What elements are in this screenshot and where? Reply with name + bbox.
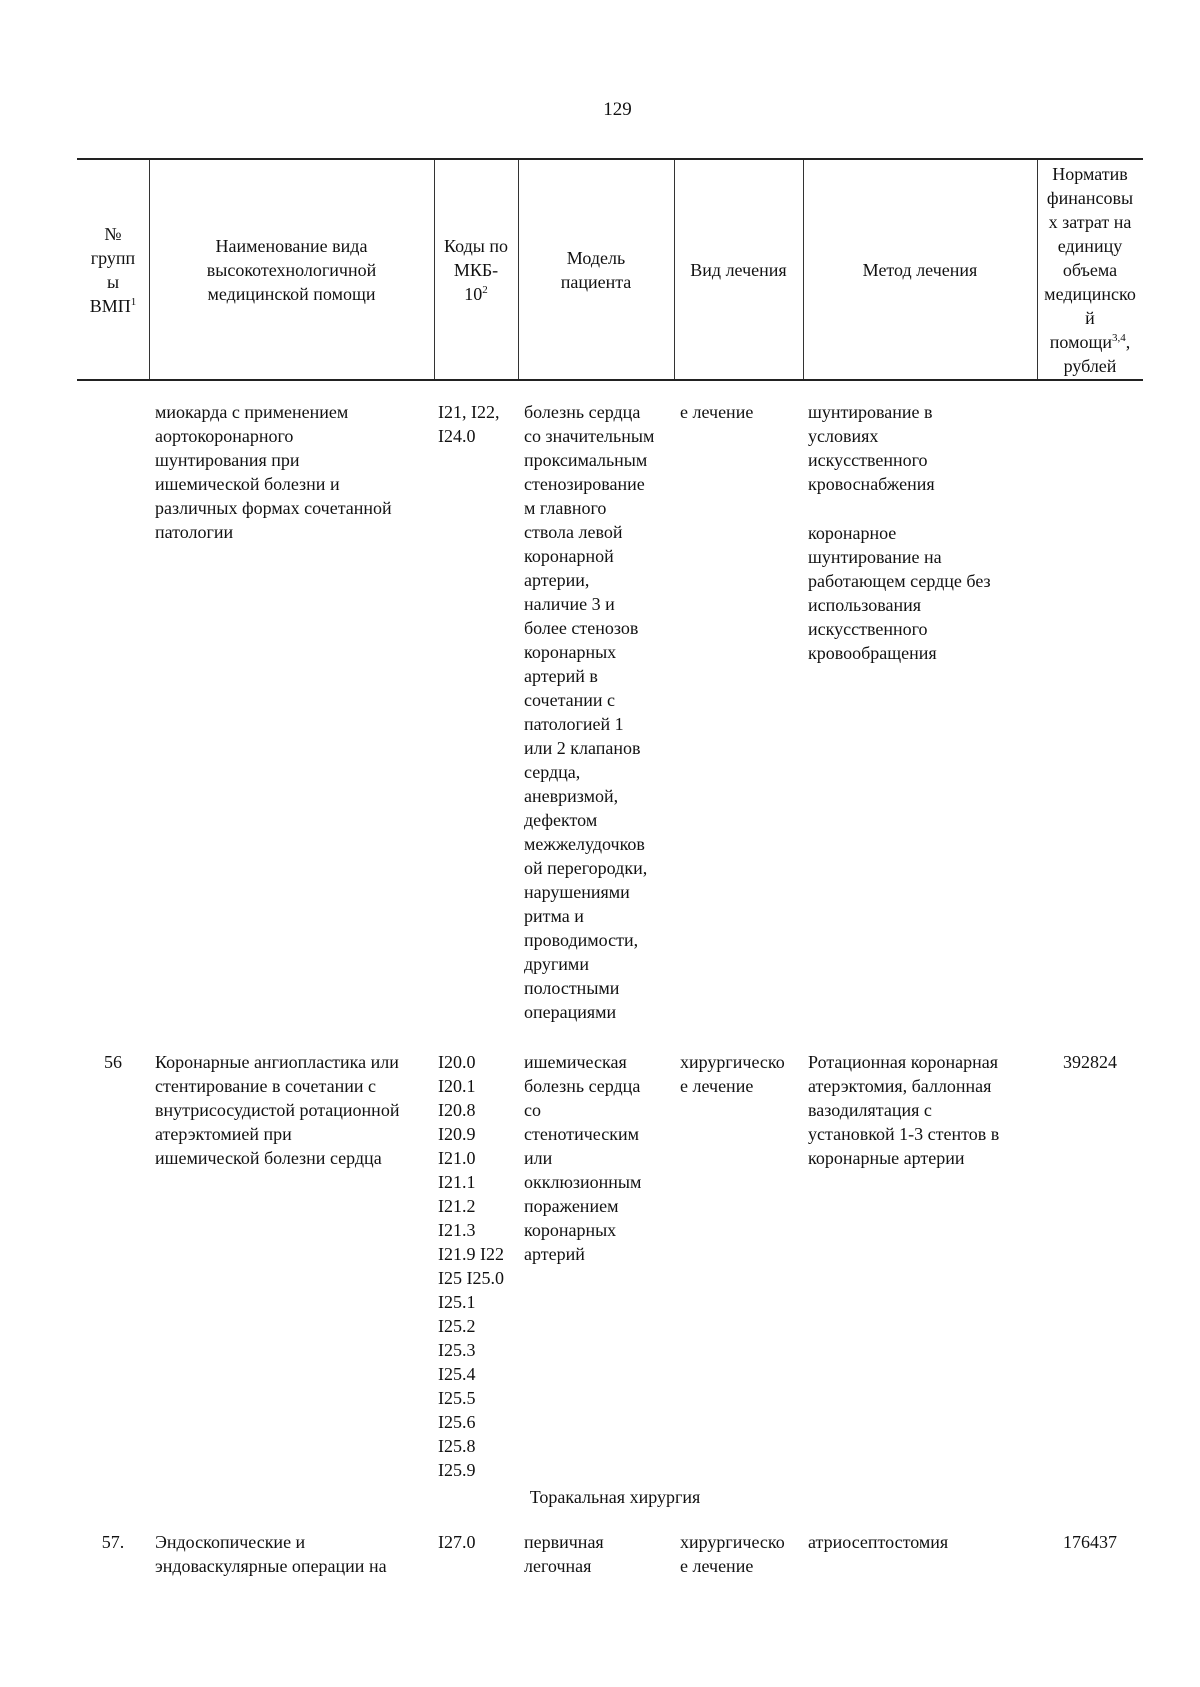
treatment-method: атриосептостомия (808, 1532, 949, 1552)
cost-standard: 176437 (1063, 1532, 1117, 1552)
header-icd-codes: Коды по МКБ- $10^2$ (444, 235, 508, 304)
page-number: 129 (603, 99, 632, 120)
header-group-number: № групп ы ВМП$^1$ (89, 223, 137, 316)
patient-model: болезнь сердца со значительным проксимальным стенозирование м главного ствола левой коронарной артерии, наличие 3 и более стенозов коронарных артерий в сочетании с патологией 1 или 2 клапанов сердца, аневризмой, дефектом межжелудочков ой перегородки, нарушениями ритма и проводимости, другими полостными операциями (524, 402, 655, 1022)
header-treatment-type: Вид лечения (690, 259, 787, 280)
care-type-name: миокарда с применением аортокоронарного шунтирования при ишемической болезни и различных формах сочетанной патологии (155, 402, 392, 542)
patient-model: первичная легочная (524, 1532, 604, 1576)
group-number: 56 (104, 1052, 122, 1072)
table-header (77, 158, 1143, 381)
header-patient-model: Модель пациента (560, 247, 632, 292)
care-type-name: Коронарные ангиопластика или стентирование в сочетании с внутрисосудистой ротационной атерэктомией при ишемической болезни сердца (155, 1052, 400, 1168)
treatment-method: шунтирование в условиях искусственного кровоснабжения (808, 402, 935, 494)
header-cost-standard: Норматив финансовы х затрат на единицу объема медицинско й помощи$^{3,4}$, рублей (1044, 163, 1136, 376)
icd-codes: I21, I22, I24.0 (438, 402, 500, 446)
patient-model: ишемическая болезнь сердца со стенотическим или окклюзионным поражением коронарных артерий (524, 1052, 642, 1264)
cost-standard: 392824 (1063, 1052, 1117, 1072)
group-number: 57. (101, 1532, 125, 1552)
header-care-type-name: Наименование вида высокотехнологичной медицинской помощи (206, 235, 377, 304)
treatment-type: хирургическо е лечение (680, 1532, 785, 1576)
treatment-type: е лечение (680, 402, 754, 422)
icd-codes: I20.0 I20.1 I20.8 I20.9 I21.0 I21.1 I21.2 I21.3 I21.9 I22 I25 I25.0 I25.1 I25.2 I25.3 I25.4 I25.5 I25.6 I25.8 I25.9 (438, 1052, 504, 1480)
treatment-type: хирургическо е лечение (680, 1052, 785, 1096)
header-treatment-method: Метод лечения (862, 259, 978, 280)
treatment-method: коронарное шунтирование на работающем сердце без использования искусственного кровообращения (808, 523, 991, 663)
icd-codes: I27.0 (438, 1532, 476, 1552)
section-title: Торакальная хирургия (529, 1487, 701, 1507)
treatment-method: Ротационная коронарная атерэктомия, баллонная вазодилятация с установкой 1-3 стентов в коронарные артерии (808, 1052, 1000, 1168)
care-type-name: Эндоскопические и эндоваскулярные операции на (155, 1532, 387, 1576)
